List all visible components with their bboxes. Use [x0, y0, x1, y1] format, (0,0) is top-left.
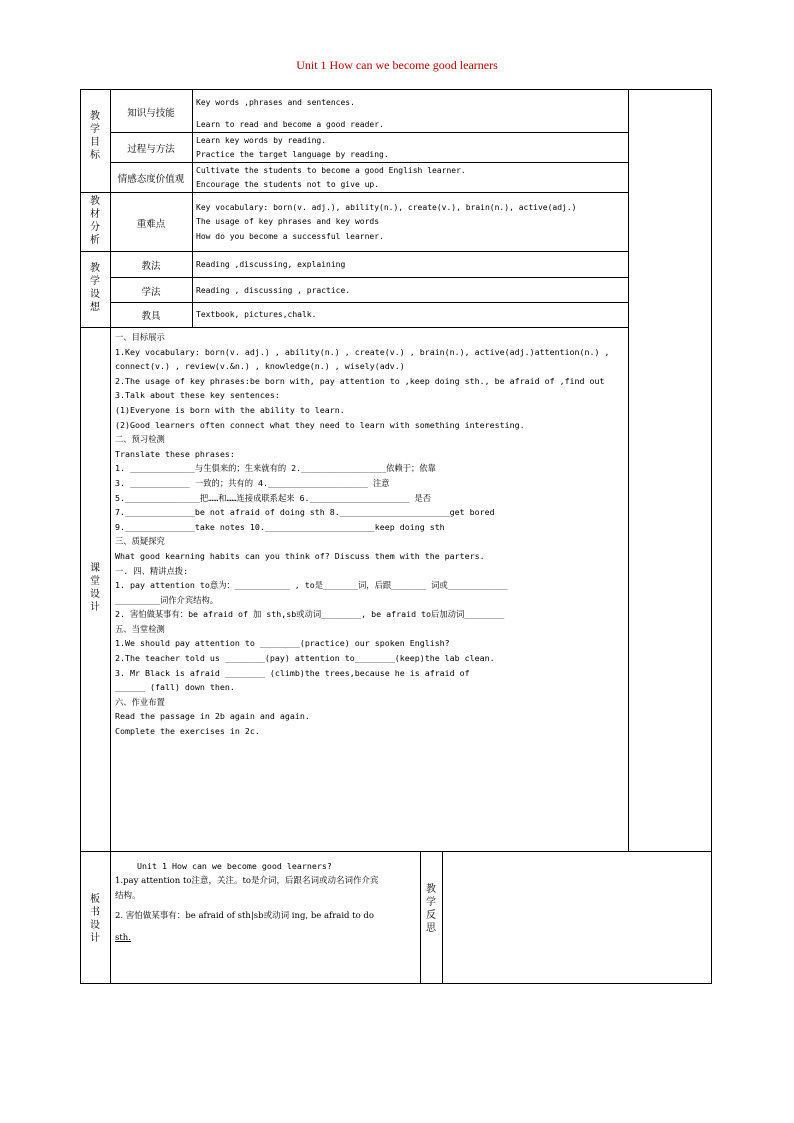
analysis-line: Key vocabulary: born(v. adj.), ability(n.), create(v.), brain(n.), active(adj.) [196, 203, 577, 212]
table-border [80, 192, 628, 193]
body-line: (1)Everyone is born with the ability to learn. [115, 404, 345, 415]
body-line: What good kearning habits can you think of? Discuss them with the parters. [115, 550, 485, 561]
table-border [80, 851, 81, 984]
body-line: 一. 四、精讲点拨: [115, 565, 189, 576]
goal-label: 过程与方法 [127, 144, 175, 155]
body-line: 1. _____________与生俱来的；生来就有的 2._________________依赖于；依靠 [115, 463, 436, 474]
method-label: 学法 [141, 287, 161, 298]
body-line: 9.______________take notes 10.______________________keep doing sth [115, 521, 445, 532]
analysis-line: How do you become a successful learner. [196, 232, 384, 241]
body-line: 2.The usage of key phrases:be born with, pay attention to ,keep doing sth., be afraid of ,find out [115, 375, 605, 386]
table-border [711, 89, 712, 851]
method-label: 教法 [141, 261, 161, 272]
body-line: 三、质疑探究 [115, 536, 165, 547]
analysis-line: The usage of key phrases and key words [196, 217, 380, 226]
body-line: 7.______________be not afraid of doing sth 8.______________________get bored [115, 507, 495, 518]
goals-section-label: 教学目标 [90, 111, 100, 161]
method-value: Reading , discussing , practice. [196, 286, 351, 295]
table-border [110, 162, 628, 163]
body-line: 5._______________把……和……连接成联系起来 6.____________________ 是否 [115, 492, 432, 503]
table-border [80, 89, 81, 851]
board-line: 结构。 [115, 891, 141, 901]
board-line: 2. 害怕做某事有：be afraid of sth|sb或动词 ing, be afraid to do [115, 911, 374, 921]
table-border [110, 277, 628, 278]
body-line: Complete the exercises in 2c. [115, 726, 260, 737]
goal-line: Encourage the students not to give up. [196, 180, 380, 189]
table-border [80, 983, 712, 984]
table-border [80, 89, 712, 90]
class-design-section-label: 课堂设计 [90, 563, 100, 613]
body-line: _________词作介宾结构。 [115, 594, 219, 605]
reflection-section-label: 教学反思 [426, 884, 436, 934]
board-line: 1.pay attention to注意，关注。to是介词，后跟名词或动名词作介宾 [115, 876, 379, 886]
body-line: Translate these phrases: [115, 448, 235, 459]
method-label: 教具 [141, 311, 161, 322]
body-line: (2)Good learners often connect what they need to learn with something interesting. [115, 419, 525, 430]
class-design-body [115, 330, 627, 739]
table-border [80, 851, 712, 852]
analysis-section-label: 教材分析 [90, 196, 100, 246]
table-border [442, 851, 443, 984]
body-line: Read the passage in 2b again and again. [115, 711, 310, 722]
table-border [110, 89, 111, 851]
body-line: 1.Key vocabulary: born(v. adj.) , ability(n.) , create(v.) , brain(n.), active(adj.)attention(n.) , [115, 346, 610, 357]
table-border [192, 89, 193, 327]
methods-section-label: 教学设想 [90, 263, 100, 313]
goal-line: Practice the target language by reading. [196, 150, 389, 159]
table-border [628, 89, 629, 851]
page-title: Unit 1 How can we become good learners [296, 58, 498, 72]
table-border [110, 132, 628, 133]
body-line: 3.Talk about these key sentences: [115, 390, 280, 401]
body-line: ______ (fall) down then. [115, 682, 235, 693]
body-line: connect(v.) , review(v.&n.) , knowledge(n.) , wisely(adv.) [115, 361, 405, 372]
body-line: 一、目标展示 [115, 332, 165, 342]
goal-label: 知识与技能 [127, 108, 175, 119]
goal-line: Learn to read and become a good reader. [196, 120, 384, 129]
body-line: 1.We should pay attention to ________(practice) our spoken English? [115, 638, 450, 649]
board-heading: Unit 1 How can we become good learners? [137, 861, 332, 871]
table-border [711, 851, 712, 984]
body-line: 二、预习检测 [115, 434, 165, 445]
method-value: Textbook, pictures,chalk. [196, 310, 317, 319]
body-line: 2.The teacher told us ________(pay) attention to________(keep)the lab clean. [115, 653, 495, 664]
body-line: 六、作业布置 [115, 696, 165, 707]
method-value: Reading ,discussing, explaining [196, 260, 346, 269]
body-line: 五、当堂检测 [115, 623, 165, 634]
table-border [110, 302, 628, 303]
body-line: 2. 害怕做某事有：be afraid of 加 sth,sb或动词________, be afraid to后加动词________ [115, 609, 505, 620]
goal-line: Learn key words by reading. [196, 136, 327, 145]
table-border [420, 851, 421, 984]
body-line: 3. Mr Black is afraid ________ (climb)the trees,because he is afraid of [115, 667, 470, 678]
body-line: 1. pay attention to意为：___________ , to是_______词，后跟_______ 词或____________ [115, 580, 508, 591]
table-border [80, 251, 628, 252]
body-line: 3. ____________ 一致的；共有的 4.____________________ 注意 [115, 477, 390, 488]
board-section-label: 板书设计 [90, 894, 100, 944]
analysis-label: 重难点 [136, 219, 166, 230]
goal-label: 情感态度价值观 [117, 174, 185, 185]
table-border [110, 851, 111, 984]
board-line: sth. [115, 933, 131, 943]
goal-line: Key words ,phrases and sentences. [196, 98, 355, 107]
table-border [80, 327, 628, 328]
goal-line: Cultivate the students to become a good English learner. [196, 166, 466, 175]
